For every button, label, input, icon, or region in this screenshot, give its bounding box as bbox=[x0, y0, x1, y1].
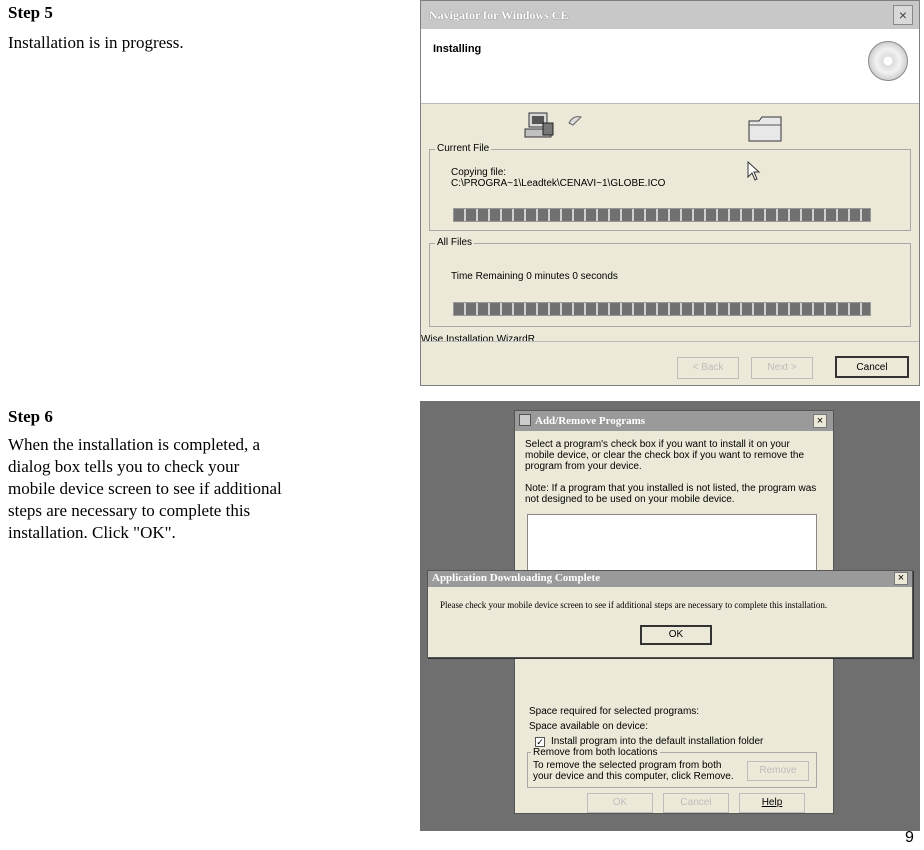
time-remaining: Time Remaining 0 minutes 0 seconds bbox=[451, 271, 618, 282]
install-default-checkbox[interactable]: ✓ bbox=[536, 737, 544, 747]
step6-line: dialog box tells you to check your bbox=[8, 457, 240, 476]
remove-text-line: your device and this computer, click Remove. bbox=[533, 771, 734, 782]
install-default-label: Install program into the default installation folder bbox=[551, 736, 764, 747]
complete-dialog bbox=[427, 570, 913, 658]
installer-header bbox=[421, 29, 919, 104]
folder-icon bbox=[747, 113, 783, 148]
step6-line: installation. Click "OK". bbox=[8, 523, 176, 542]
installing-heading: Installing bbox=[433, 43, 482, 55]
add-remove-note bbox=[525, 483, 816, 505]
step6-line: mobile device screen to see if additional bbox=[8, 479, 282, 498]
instructions-line: mobile device, or clear the check box if you want to remove the bbox=[525, 450, 805, 461]
space-available: Space available on device: bbox=[529, 721, 648, 732]
complete-title: Application Downloading Complete bbox=[432, 572, 601, 584]
remove-text-line: To remove the selected program from both bbox=[533, 760, 722, 771]
program-list[interactable] bbox=[527, 514, 817, 576]
space-required: Space required for selected programs: bbox=[529, 706, 700, 717]
complete-message: Please check your mobile device screen to see if additional steps are necessary to complete this installation. bbox=[440, 600, 828, 610]
current-file-label: Current File bbox=[437, 143, 490, 154]
close-button[interactable]: × bbox=[893, 5, 913, 25]
app-icon bbox=[519, 414, 531, 426]
download-screenshot bbox=[420, 401, 920, 831]
wizard-label: Wise Installation WizardR bbox=[421, 334, 539, 345]
add-remove-cancel-button[interactable]: Cancel bbox=[663, 793, 729, 813]
help-button[interactable]: Help bbox=[739, 793, 805, 813]
add-remove-close-button[interactable]: × bbox=[813, 414, 827, 428]
step6-title: Step 6 bbox=[8, 407, 53, 426]
next-button[interactable]: Next > bbox=[751, 357, 813, 379]
instructions-line: Select a program's check box if you want to install it on your bbox=[525, 439, 790, 450]
flying-paper-icon bbox=[567, 113, 583, 132]
back-button[interactable]: < Back bbox=[677, 357, 739, 379]
add-remove-ok-button[interactable]: OK bbox=[587, 793, 653, 813]
add-remove-title: Add/Remove Programs bbox=[535, 415, 646, 427]
bottom-divider bbox=[421, 341, 919, 342]
remove-group-label: Remove from both locations bbox=[533, 747, 658, 758]
copying-label: Copying file: bbox=[451, 167, 507, 178]
cancel-button[interactable]: Cancel bbox=[835, 356, 909, 378]
copying-path: C:\PROGRA~1\Leadtek\CENAVI~1\GLOBE.ICO bbox=[451, 178, 666, 189]
complete-close-button[interactable]: × bbox=[894, 572, 908, 585]
complete-ok-button[interactable]: OK bbox=[640, 625, 712, 645]
remove-text bbox=[533, 760, 734, 782]
installer-window bbox=[420, 0, 920, 386]
step5-title: Step 5 bbox=[8, 3, 53, 22]
instructions-line: program from your device. bbox=[525, 461, 642, 472]
note-line: Note: If a program that you installed is not listed, the program was bbox=[525, 483, 817, 494]
installer-title: Navigator for Windows CE bbox=[429, 8, 569, 22]
current-file-progress bbox=[453, 208, 871, 222]
all-files-label: All Files bbox=[437, 237, 473, 248]
cd-icon bbox=[868, 41, 908, 81]
step6-line: steps are necessary to complete this bbox=[8, 501, 251, 520]
add-remove-instructions bbox=[525, 439, 804, 472]
all-files-progress bbox=[453, 302, 871, 316]
note-line: not designed to be used on your mobile device. bbox=[525, 494, 735, 505]
remove-button[interactable]: Remove bbox=[747, 761, 809, 781]
step6-text bbox=[8, 434, 408, 544]
step5-text: Installation is in progress. bbox=[8, 33, 184, 52]
step6-line: When the installation is completed, a bbox=[8, 435, 261, 454]
page-number: 9 bbox=[905, 829, 914, 846]
computer-icon bbox=[523, 109, 557, 148]
